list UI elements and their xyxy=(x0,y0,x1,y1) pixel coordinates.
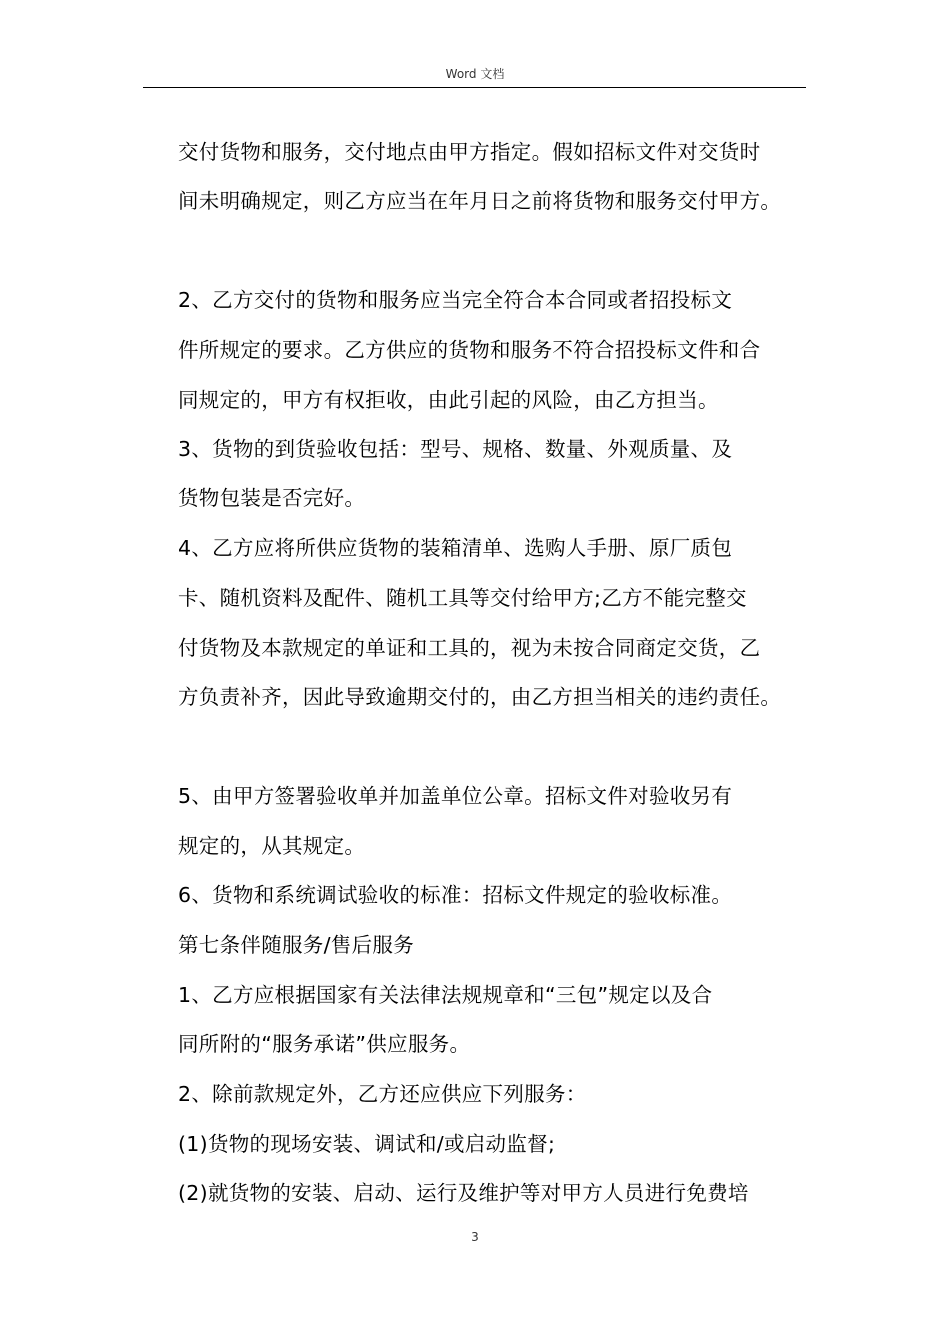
text-line: 件所规定的要求。乙方供应的货物和服务不符合招投标文件和合 xyxy=(178,338,761,362)
text-line: 方负责补齐，因此导致逾期交付的，由乙方担当相关的违约责任。 xyxy=(178,685,782,709)
text-line: 付货物及本款规定的单证和工具的，视为未按合同商定交货，乙 xyxy=(178,636,761,660)
text-line: 同所附的“服务承诺”供应服务。 xyxy=(178,1032,471,1056)
text-line: (1)货物的现场安装、调试和/或启动监督; xyxy=(178,1132,556,1156)
text-line: 交付货物和服务，交付地点由甲方指定。假如招标文件对交货时 xyxy=(178,140,761,164)
header-divider xyxy=(143,87,806,88)
text-line: 5、由甲方签署验收单并加盖单位公章。招标文件对验收另有 xyxy=(178,784,733,808)
text-line: 同规定的，甲方有权拒收，由此引起的风险，由乙方担当。 xyxy=(178,388,719,412)
text-line: 2、除前款规定外，乙方还应供应下列服务： xyxy=(178,1082,587,1106)
text-line: 6、货物和系统调试验收的标准：招标文件规定的验收标准。 xyxy=(178,883,733,907)
text-line: 2、乙方交付的货物和服务应当完全符合本合同或者招投标文 xyxy=(178,288,733,312)
text-line: 间未明确规定，则乙方应当在年月日之前将货物和服务交付甲方。 xyxy=(178,189,782,213)
text-line: 规定的，从其规定。 xyxy=(178,834,366,858)
text-line: 3、货物的到货验收包括：型号、规格、数量、外观质量、及 xyxy=(178,437,733,461)
header-title: Word 文档 xyxy=(445,67,505,81)
section-heading: 第七条伴随服务/售后服务 xyxy=(178,933,415,957)
text-line: (2)就货物的安装、启动、运行及维护等对甲方人员进行免费培 xyxy=(178,1181,749,1205)
text-line: 1、乙方应根据国家有关法律法规规章和“三包”规定以及合 xyxy=(178,983,713,1007)
text-line: 货物包装是否完好。 xyxy=(178,486,366,510)
page-number: 3 xyxy=(471,1230,479,1244)
text-line: 卡、随机资料及配件、随机工具等交付给甲方;乙方不能完整交 xyxy=(178,586,747,610)
text-line: 4、乙方应将所供应货物的装箱清单、选购人手册、原厂质包 xyxy=(178,536,733,560)
